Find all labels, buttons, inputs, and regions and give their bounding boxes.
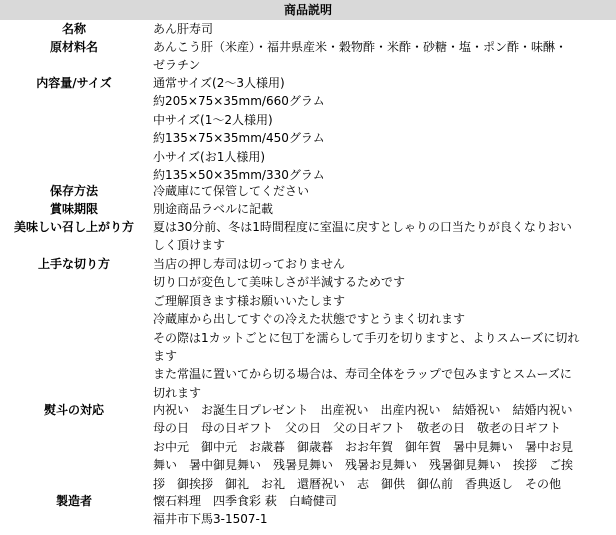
value-line: 舞い 暑中御見舞い 残暑見舞い 残暑お見舞い 残暑御見舞い 挨拶 ご挨 [153, 458, 574, 473]
value-line: 中サイズ(1〜2人様用) [153, 112, 273, 127]
row-value [153, 492, 613, 529]
value-line: ゼラチン [153, 58, 201, 73]
table-title: 商品説明 [0, 0, 616, 20]
value-line: 冷蔵庫から出してすぐの冷えた状態ですとうまく切れます [153, 312, 466, 327]
value-line: 夏は30分前、冬は1時間程度に室温に戻すとしゃりの口当たりが良くなりおい [153, 220, 572, 234]
value-line: また常温に置いてから切る場合は、寿司全体をラップで包みますとスムーズに [153, 367, 572, 382]
value-line: お中元 御中元 お歳暮 御歳暮 おお年賀 御年賀 暑中見舞い 暑中お見 [153, 439, 574, 454]
row-value [153, 38, 613, 75]
value-line: ご理解頂きます様お願いいたします [153, 293, 346, 308]
row-label: 熨斗の対応 [43, 403, 104, 417]
row-label: 製造者 [55, 494, 92, 508]
row-label: 美味しい召し上がり方 [13, 220, 134, 234]
value-line: 別途商品ラベルに記載 [153, 202, 274, 216]
row-value [153, 401, 613, 493]
value-line: 冷蔵庫にて保管してください [153, 184, 310, 198]
value-line: 懐石料理 四季食彩 萩 白崎健司 [153, 494, 337, 508]
value-line: しく頂けます [153, 238, 226, 253]
value-line: その際は1カットごとに包丁を濡らして手刃を切りますと、よりスムーズに切れ [153, 330, 580, 345]
row-label: 内容量/サイズ [36, 76, 112, 90]
row-label: 上手な切り方 [37, 257, 110, 271]
value-line: 当店の押し寿司は切っておりません [153, 257, 346, 271]
value-line: 母の日 母の日ギフト 父の日 父の日ギフト 敬老の日 敬老の日ギフト [153, 421, 562, 436]
row-value [153, 182, 613, 200]
value-line: 小サイズ(お1人様用) [153, 149, 266, 164]
value-line: 切り口が変色して美味しさが半減するためです [153, 275, 406, 290]
value-line: 約205×75×35mm/660グラム [153, 94, 325, 109]
row-label: 名称 [61, 22, 86, 36]
value-line: 内祝い お誕生日プレゼント 出産祝い 出産内祝い 結婚祝い 結婚内祝い [153, 403, 573, 417]
value-line: 約135×75×35mm/450グラム [153, 131, 325, 146]
row-value [153, 255, 613, 402]
row-label: 賞味期限 [49, 202, 98, 216]
value-line: 約135×50×35mm/330グラム [153, 168, 325, 183]
value-line: 拶 御挨拶 御礼 お礼 還暦祝い 志 御供 御仏前 香典返し その他 [153, 476, 562, 491]
row-label: 保存方法 [49, 184, 98, 198]
row-value [153, 218, 613, 255]
value-line: あんこう肝（米産）・福井県産米・穀物酢・米酢・砂糖・塩・ポン酢・味醂・ [153, 40, 568, 54]
row-value [153, 74, 613, 184]
row-label: 原材料名 [49, 40, 98, 54]
value-line: 切れます [153, 385, 202, 400]
value-line: 通常サイズ(2〜3人様用) [153, 76, 285, 90]
value-line: ます [153, 349, 178, 364]
row-value [153, 200, 613, 218]
row-value [153, 20, 613, 38]
value-line: あん肝寿司 [153, 22, 214, 36]
value-line: 福井市下馬3-1507-1 [153, 512, 268, 527]
